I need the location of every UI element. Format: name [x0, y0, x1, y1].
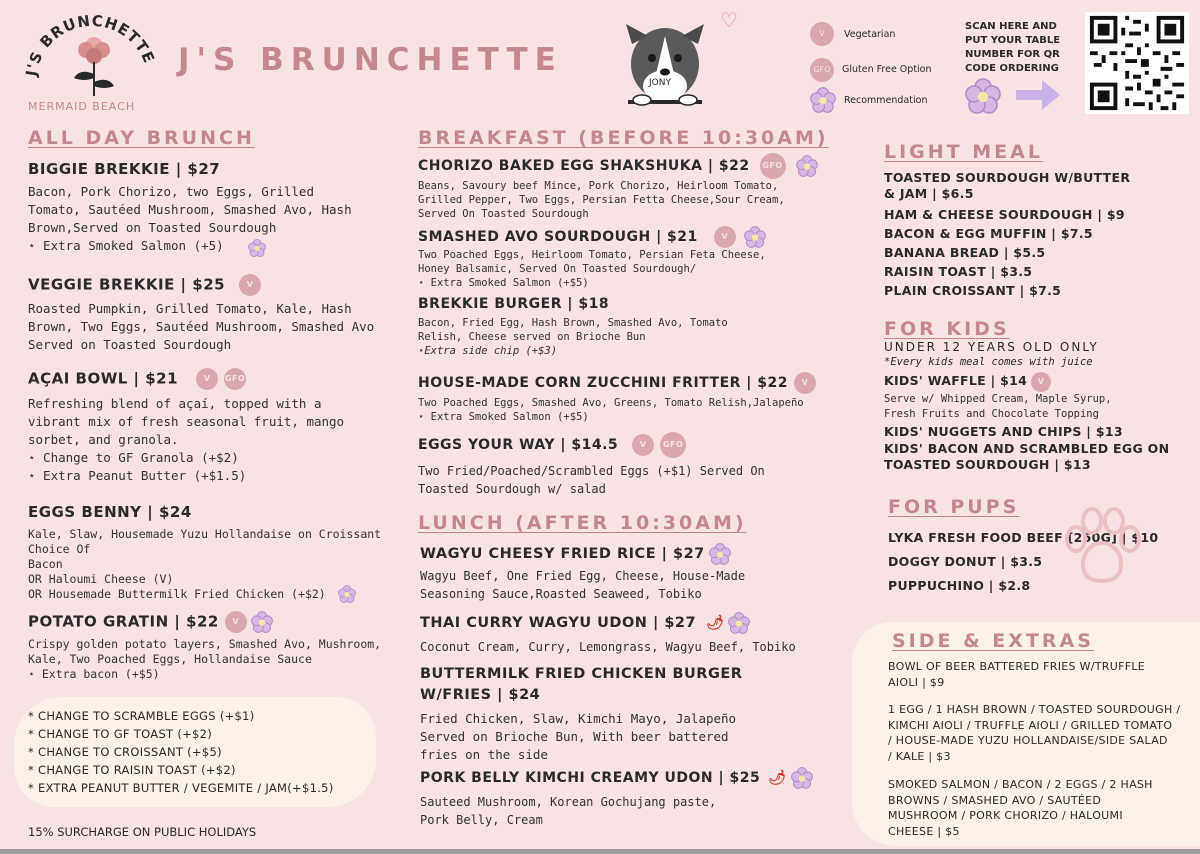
recommendation-icon — [810, 87, 836, 113]
qr-code[interactable] — [1085, 12, 1189, 114]
list-item: BANANA BREAD | $5.5 — [884, 245, 1046, 260]
menu-item-brekkie-burger — [418, 296, 728, 358]
recommendation-icon — [728, 612, 750, 634]
gfo-badge: GFO — [810, 58, 834, 82]
legend — [810, 20, 932, 114]
item-description: Two Fried/Poached/Scrambled Eggs (+$1) Served On Toasted Sourdough w/ salad — [418, 464, 765, 496]
section-title-sides: SIDE & EXTRAS — [892, 630, 1094, 652]
arrow-right-icon — [1016, 80, 1060, 115]
item-description: Two Poached Eggs, Smashed Avo, Greens, Tomato Relish,Jalapeño ⋆ Extra Smoked Salmon (+$5) — [418, 397, 804, 423]
item-description: Refreshing blend of açaí, topped with a vibrant mix of fresh seasonal fruit, mango sorbet, and granola. ⋆ Change to GF Granola (+$2) ⋆ Extra Peanut Butter (+$1.5) — [28, 396, 345, 483]
item-name: SMASHED AVO SOURDOUGH | $21 V — [418, 226, 766, 248]
menu-item-acai-bowl — [28, 368, 344, 485]
item-name: BIGGIE BREKKIE | $27 — [28, 160, 221, 178]
list-item: PUPPUCHINO | $2.8 — [888, 578, 1031, 593]
chili-icon: 🌶 — [768, 770, 787, 786]
item-description: Bacon, Pork Chorizo, two Eggs, Grilled Tomato, Sautéed Mushroom, Smashed Avo, Hash Brown,Served on Toasted Sourdough ⋆ Extra Smoked Salmon (+5) — [28, 184, 352, 253]
recommendation-icon — [791, 767, 813, 789]
vegetarian-badge: V — [714, 226, 736, 248]
item-description: Two Poached Eggs, Heirloom Tomato, Persian Feta Cheese, Honey Balsamic, Served On Toasted Sourdough/ ⋆ Extra Smoked Salmon (+$5) — [418, 249, 766, 289]
item-name: KIDS' WAFFLE | $14 V — [884, 371, 1112, 392]
menu-item-smashed-avo — [418, 226, 766, 290]
item-description: Roasted Pumpkin, Grilled Tomato, Kale, Hash Brown, Two Eggs, Sautéed Mushroom, Smashed Avo Served on Toasted Sourdough — [28, 301, 375, 352]
menu-item-biggie-brekkie — [28, 160, 352, 255]
dog-name: JONY — [649, 78, 671, 88]
flower-icon — [965, 78, 1001, 114]
menu-item-wagyu-fried-rice — [420, 543, 745, 603]
item-name: THAI CURRY WAGYU UDON | $27 🌶 — [420, 612, 796, 634]
vegetarian-badge: V — [632, 434, 654, 456]
recommendation-label: Recommendation — [844, 94, 928, 106]
paw-icon — [1060, 505, 1144, 592]
kids-subtitle: UNDER 12 YEARS OLD ONLY — [884, 340, 1099, 354]
vegetarian-label: Vegetarian — [844, 28, 896, 40]
vegetarian-badge: V — [794, 372, 816, 394]
light-meal-list — [884, 170, 1130, 300]
list-item: DOGGY DONUT | $3.5 — [888, 554, 1043, 569]
gfo-badge: GFO — [224, 368, 246, 390]
item-name: VEGGIE BREKKIE | $25 V — [28, 274, 374, 296]
qr-instructions: SCAN HERE AND PUT YOUR TABLE NUMBER FOR QR CODE ORDERING — [965, 21, 1061, 74]
recommendation-icon — [709, 543, 731, 565]
item-description: Sauteed Mushroom, Korean Gochujang paste, Pork Belly, Cream — [420, 795, 717, 827]
vegetarian-badge: V — [225, 611, 247, 633]
section-title-kids: FOR KIDS — [884, 318, 1010, 340]
list-item: PLAIN CROISSANT | $7.5 — [884, 283, 1062, 298]
section-title-light-meal: LIGHT MEAL — [884, 141, 1043, 163]
recommendation-icon — [744, 226, 766, 248]
list-item: LYKA FRESH FOOD BEEF [250G] | $10 — [888, 530, 1159, 545]
kids-note: *Every kids meal comes with juice — [884, 356, 1093, 368]
menu-item-kids-waffle — [884, 371, 1112, 422]
gfo-badge: GFO — [660, 432, 686, 458]
chili-icon: 🌶 — [706, 615, 725, 631]
extra-option: * EXTRA PEANUT BUTTER / VEGEMITE / JAM(+$1.5) — [28, 781, 334, 795]
item-description: Serve w/ Whipped Cream, Maple Syrup, Fresh Fruits and Chocolate Topping — [884, 392, 1112, 420]
item-name: POTATO GRATIN | $22 V — [28, 611, 381, 633]
gfo-label: Gluten Free Option — [842, 64, 932, 75]
item-name: BUTTERMILK FRIED CHICKEN BURGER W/FRIES | $24 — [420, 666, 743, 703]
menu-item-corn-fritter — [418, 372, 816, 424]
vegetarian-badge: V — [810, 22, 834, 46]
recommendation-icon — [248, 239, 266, 257]
item-name: HOUSE-MADE CORN ZUCCHINI FRITTER | $22 V — [418, 372, 816, 394]
recommendation-icon — [338, 585, 356, 603]
sides-list — [888, 659, 1198, 839]
heart-icon: ♡ — [720, 10, 738, 32]
location-label: MERMAID BEACH — [28, 100, 136, 113]
vegetarian-badge: V — [1031, 372, 1051, 392]
side-block: BOWL OF BEER BATTERED FRIES W/TRUFFLE AIOLI | $9 — [888, 660, 1146, 689]
qr-code-icon — [1085, 12, 1189, 114]
item-name: CHORIZO BAKED EGG SHAKSHUKA | $22 GFO — [418, 153, 818, 179]
extra-option: * CHANGE TO SCRAMBLE EGGS (+$1) — [28, 709, 255, 723]
menu-item-eggs-benny — [28, 503, 381, 602]
menu-item-potato-gratin — [28, 611, 381, 682]
surcharge-note: 15% SURCHARGE ON PUBLIC HOLIDAYS — [28, 825, 257, 839]
page-title: J'S BRUNCHETTE — [178, 42, 563, 78]
item-description: Wagyu Beef, One Fried Egg, Cheese, House-Made Seasoning Sauce,Roasted Seaweed, Tobiko — [420, 569, 746, 601]
item-name: PORK BELLY KIMCHI CREAMY UDON | $25 🌶 — [420, 767, 813, 789]
recommendation-icon — [251, 611, 273, 633]
menu-item-thai-curry-udon — [420, 612, 796, 656]
recommendation-icon — [796, 155, 818, 177]
item-note: ⋆Extra side chip (+$3) — [418, 345, 558, 357]
extra-option: * CHANGE TO CROISSANT (+$5) — [28, 745, 222, 759]
section-title-pups: FOR PUPS — [888, 496, 1020, 518]
list-item: TOASTED SOURDOUGH W/BUTTER & JAM | $6.5 — [884, 170, 1131, 201]
item-name: EGGS YOUR WAY | $14.5 V GFO — [418, 432, 765, 458]
list-item: BACON & EGG MUFFIN | $7.5 — [884, 226, 1093, 241]
list-item: RAISIN TOAST | $3.5 — [884, 264, 1033, 279]
menu-item-kids-nuggets: KIDS' NUGGETS AND CHIPS | $13 — [884, 424, 1123, 439]
menu-item-shakshuka — [418, 153, 818, 221]
item-description: Coconut Cream, Curry, Lemongrass, Wagyu Beef, Tobiko — [420, 640, 796, 654]
menu-item-pork-belly-udon — [420, 767, 813, 829]
list-item: HAM & CHEESE SOURDOUGH | $9 — [884, 207, 1125, 222]
item-name: BREKKIE BURGER | $18 — [418, 296, 610, 312]
menu-item-chicken-burger — [420, 664, 742, 764]
gfo-badge: GFO — [760, 153, 786, 179]
vegetarian-badge: V — [196, 368, 218, 390]
item-name: WAGYU CHEESY FRIED RICE | $27 — [420, 543, 745, 565]
side-block: 1 EGG / 1 HASH BROWN / TOASTED SOURDOUGH / KIMCHI AIOLI / TRUFFLE AIOLI / GRILLED TOMATO / HOUSE-MADE YUZU HOLLANDAISE/SIDE SALAD / KALE | $3 — [888, 703, 1181, 763]
extra-option: * CHANGE TO RAISIN TOAST (+$2) — [28, 763, 236, 777]
dog-icon — [620, 14, 710, 110]
item-description: Crispy golden potato layers, Smashed Avo, Mushroom, Kale, Two Poached Eggs, Hollandaise Sauce ⋆ Extra bacon (+$5) — [28, 637, 382, 681]
extra-option: * CHANGE TO GF TOAST (+$2) — [28, 727, 213, 741]
item-description: Bacon, Fried Egg, Hash Brown, Smashed Avo, Tomato Relish, Cheese served on Brioche Bun — [418, 317, 728, 343]
item-name: EGGS BENNY | $24 — [28, 503, 192, 521]
section-title-lunch: LUNCH (AFTER 10:30AM) — [418, 512, 747, 534]
item-description: Kale, Slaw, Housemade Yuzu Hollandaise on Croissant Choice Of Bacon OR Haloumi Cheese (V) OR Housemade Buttermilk Fried Chicken (+$2) — [28, 527, 382, 601]
side-block: SMOKED SALMON / BACON / 2 EGGS / 2 HASH BROWNS / SMASHED AVO / SAUTÉED MUSHROOM / PORK CHORIZO / HALOUMI CHEESE | $5 — [888, 778, 1153, 838]
item-description: Beans, Savoury beef Mince, Pork Chorizo, Heirloom Tomato, Grilled Pepper, Two Eggs, Persian Fetta Cheese,Sour Cream, Served On Toasted Sourdough — [418, 180, 785, 220]
dog-illustration — [620, 14, 710, 110]
menu-item-veggie-brekkie — [28, 274, 374, 354]
item-name: AÇAI BOWL | $21 V GFO — [28, 368, 344, 390]
item-description: Fried Chicken, Slaw, Kimchi Mayo, Jalapeño Served on Brioche Bun, With beer battered fries on the side — [420, 711, 737, 762]
extras-list — [28, 707, 334, 797]
vegetarian-badge: V — [239, 274, 261, 296]
bottom-border — [0, 849, 1200, 854]
section-title-breakfast: BREAKFAST (BEFORE 10:30AM) — [418, 127, 829, 149]
logo-arc-text: J'S BRUNCHETTE — [22, 11, 159, 78]
section-title-all-day-brunch: ALL DAY BRUNCH — [28, 127, 255, 149]
menu-item-eggs-your-way — [418, 432, 765, 498]
menu-item-kids-bacon: KIDS' BACON AND SCRAMBLED EGG ON TOASTED SOURDOUGH | $13 — [884, 441, 1170, 472]
